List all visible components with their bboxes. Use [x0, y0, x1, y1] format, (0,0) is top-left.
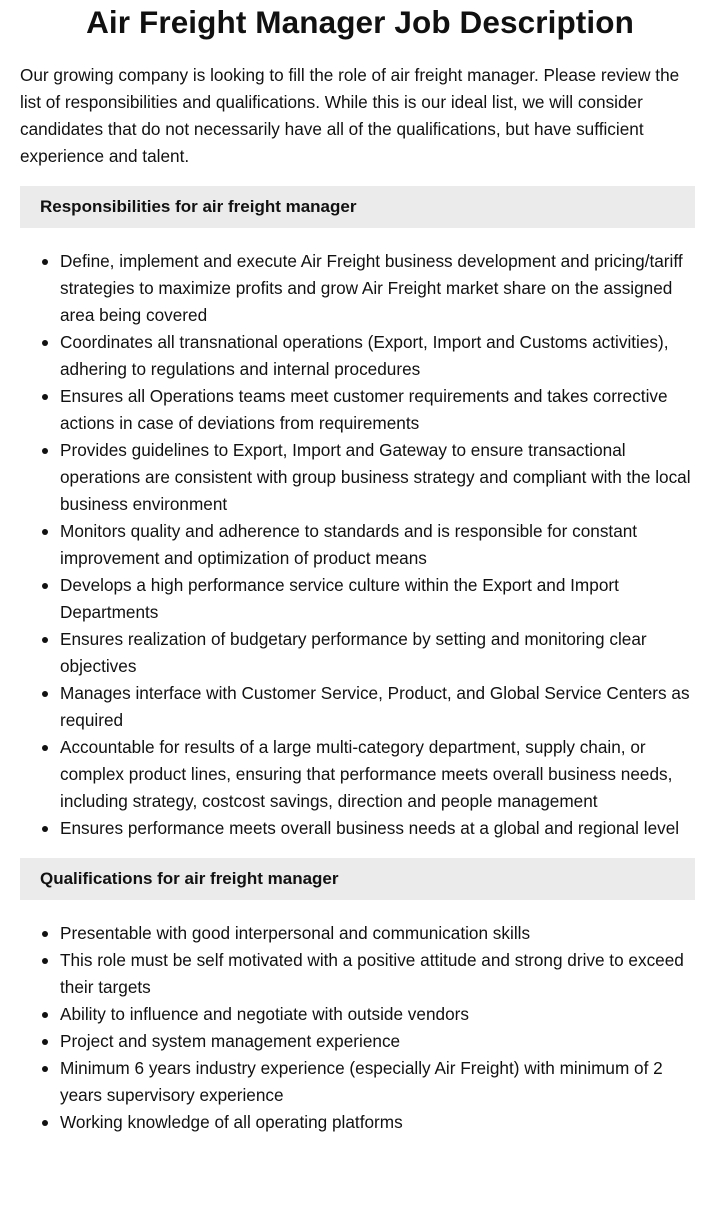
responsibilities-section-header	[20, 186, 695, 228]
bullet-icon	[42, 1055, 48, 1082]
list-item-text: Ensures realization of budgetary performance by setting and monitoring clear objectives	[60, 629, 647, 676]
list-item-text: Develops a high performance service culture within the Export and Import Departments	[60, 575, 619, 622]
list-item	[60, 920, 700, 947]
bullet-icon	[42, 947, 48, 974]
bullet-icon	[42, 626, 48, 653]
list-item-text: Presentable with good interpersonal and communication skills	[60, 923, 531, 943]
list-item-text: Monitors quality and adherence to standards and is responsible for constant improvement and optimization of product means	[60, 521, 638, 568]
list-item-text: This role must be self motivated with a positive attitude and strong drive to exceed their targets	[60, 950, 684, 997]
bullet-icon	[42, 680, 48, 707]
bullet-icon	[42, 1001, 48, 1028]
list-item	[60, 572, 700, 626]
list-item-text: Minimum 6 years industry experience (especially Air Freight) with minimum of 2 years supervisory experience	[60, 1058, 663, 1105]
list-item-text: Ability to influence and negotiate with outside vendors	[60, 1004, 469, 1024]
responsibilities-heading: Responsibilities for air freight manager	[40, 197, 357, 216]
list-item-text: Coordinates all transnational operations (Export, Import and Customs activities), adhering to regulations and internal procedures	[60, 332, 669, 379]
list-item	[60, 734, 700, 815]
bullet-icon	[42, 248, 48, 275]
list-item	[60, 1001, 700, 1028]
list-item	[60, 437, 700, 518]
list-item	[60, 626, 700, 680]
list-item-text: Accountable for results of a large multi-category department, supply chain, or complex product lines, ensuring that performance meets overall business needs, including strategy, costcost savings, direction and people management	[60, 737, 673, 811]
list-item	[60, 329, 700, 383]
list-item	[60, 1109, 700, 1136]
list-item-text: Provides guidelines to Export, Import and Gateway to ensure transactional operations are consistent with group business strategy and compliant with the local business environment	[60, 440, 691, 514]
list-item-text: Define, implement and execute Air Freight business development and pricing/tariff strategies to maximize profits and grow Air Freight market share on the assigned area being covered	[60, 251, 683, 325]
bullet-icon	[42, 572, 48, 599]
list-item	[60, 680, 700, 734]
page-title: Air Freight Manager Job Description	[86, 4, 634, 40]
list-item	[60, 947, 700, 1001]
list-item-text: Ensures performance meets overall business needs at a global and regional level	[60, 818, 680, 838]
bullet-icon	[42, 329, 48, 356]
list-item	[60, 815, 700, 842]
bullet-icon	[42, 734, 48, 761]
list-item-text: Working knowledge of all operating platforms	[60, 1112, 403, 1132]
bullet-icon	[42, 383, 48, 410]
bullet-icon	[42, 437, 48, 464]
bullet-icon	[42, 815, 48, 842]
qualifications-section-header	[20, 858, 695, 900]
bullet-icon	[42, 1028, 48, 1055]
list-item	[60, 1028, 700, 1055]
list-item	[60, 383, 700, 437]
bullet-icon	[42, 920, 48, 947]
bullet-icon	[42, 518, 48, 545]
qualifications-heading: Qualifications for air freight manager	[40, 869, 339, 888]
responsibilities-list	[20, 248, 700, 842]
intro-paragraph: Our growing company is looking to fill the role of air freight manager. Please review the list of responsibilities and qualifications. While this is our ideal list, we will consider candidates that do not necessarily have all of the qualifications, but have sufficient experience and talent.	[20, 65, 680, 166]
qualifications-list	[20, 920, 700, 1136]
list-item	[60, 518, 700, 572]
list-item-text: Manages interface with Customer Service, Product, and Global Service Centers as required	[60, 683, 690, 730]
list-item	[60, 1055, 700, 1109]
list-item-text: Ensures all Operations teams meet customer requirements and takes corrective actions in case of deviations from requirements	[60, 386, 668, 433]
list-item	[60, 248, 700, 329]
bullet-icon	[42, 1109, 48, 1136]
list-item-text: Project and system management experience	[60, 1031, 401, 1051]
